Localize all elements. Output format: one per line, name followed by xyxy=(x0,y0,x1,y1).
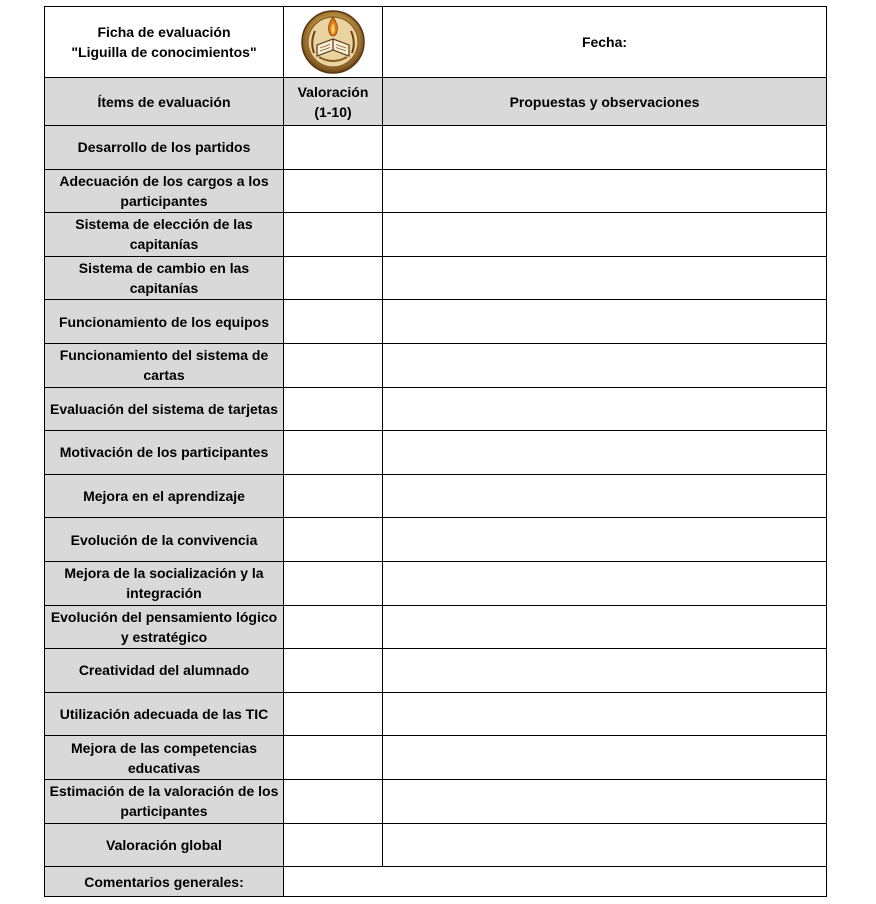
date-cell[interactable] xyxy=(383,7,827,78)
observations-input-cell[interactable] xyxy=(383,823,827,867)
rating-input-cell[interactable] xyxy=(284,561,383,605)
title-row xyxy=(45,7,827,78)
rating-input-cell[interactable] xyxy=(284,213,383,257)
evaluation-item-row xyxy=(45,605,827,649)
evaluation-form-table xyxy=(44,6,827,897)
form-title xyxy=(45,7,284,78)
comments-field[interactable] xyxy=(284,867,827,897)
column-header-observations: Propuestas y observaciones xyxy=(383,78,827,126)
evaluation-item-label: Evolución de la convivencia xyxy=(45,518,284,562)
evaluation-item-label: Desarrollo de los partidos xyxy=(45,126,284,170)
date-label: Fecha: xyxy=(581,34,628,50)
evaluation-item-row xyxy=(45,256,827,300)
evaluation-item-row xyxy=(45,387,827,431)
evaluation-item-row xyxy=(45,213,827,257)
observations-input-cell[interactable] xyxy=(383,256,827,300)
observations-input-cell[interactable] xyxy=(383,169,827,213)
rating-input-cell[interactable] xyxy=(284,779,383,823)
observations-input-cell[interactable] xyxy=(383,387,827,431)
rating-input-cell[interactable] xyxy=(284,256,383,300)
evaluation-item-row xyxy=(45,431,827,475)
comments-row xyxy=(45,867,827,897)
evaluation-item-label: Evolución del pensamiento lógico y estratégico xyxy=(45,605,284,649)
observations-input-cell[interactable] xyxy=(383,736,827,780)
form-title-line1: Ficha de evaluación xyxy=(97,24,231,40)
rating-input-cell[interactable] xyxy=(284,823,383,867)
evaluation-item-row xyxy=(45,736,827,780)
rating-input-cell[interactable] xyxy=(284,605,383,649)
observations-input-cell[interactable] xyxy=(383,300,827,344)
evaluation-item-label: Mejora de la socialización y la integración xyxy=(45,561,284,605)
rating-input-cell[interactable] xyxy=(284,169,383,213)
evaluation-item-row xyxy=(45,474,827,518)
rating-header-line1: Valoración xyxy=(297,83,369,100)
observations-input-cell[interactable] xyxy=(383,779,827,823)
form-title-line2: "Liguilla de conocimientos" xyxy=(71,44,257,60)
evaluation-item-label: Estimación de la valoración de los participantes xyxy=(45,779,284,823)
rating-input-cell[interactable] xyxy=(284,126,383,170)
evaluation-item-row xyxy=(45,518,827,562)
observations-input-cell[interactable] xyxy=(383,213,827,257)
rating-input-cell[interactable] xyxy=(284,692,383,736)
evaluation-item-label: Sistema de cambio en las capitanías xyxy=(45,256,284,300)
observations-input-cell[interactable] xyxy=(383,518,827,562)
rating-input-cell[interactable] xyxy=(284,300,383,344)
evaluation-item-row xyxy=(45,649,827,693)
evaluation-item-row xyxy=(45,823,827,867)
rating-input-cell[interactable] xyxy=(284,518,383,562)
evaluation-item-label: Adecuación de los cargos a los participantes xyxy=(45,169,284,213)
observations-input-cell[interactable] xyxy=(383,649,827,693)
evaluation-item-row xyxy=(45,692,827,736)
rating-input-cell[interactable] xyxy=(284,431,383,475)
column-header-rating xyxy=(284,78,383,126)
evaluation-item-label: Mejora de las competencias educativas xyxy=(45,736,284,780)
evaluation-item-label: Motivación de los participantes xyxy=(45,431,284,475)
emblem-book-flame-icon xyxy=(300,9,366,75)
observations-input-cell[interactable] xyxy=(383,431,827,475)
observations-input-cell[interactable] xyxy=(383,126,827,170)
logo-cell xyxy=(284,7,383,78)
observations-input-cell[interactable] xyxy=(383,561,827,605)
observations-input-cell[interactable] xyxy=(383,692,827,736)
rating-input-cell[interactable] xyxy=(284,736,383,780)
evaluation-item-row xyxy=(45,169,827,213)
evaluation-item-row xyxy=(45,561,827,605)
column-header-items: Ítems de evaluación xyxy=(45,78,284,126)
observations-input-cell[interactable] xyxy=(383,343,827,387)
rating-input-cell[interactable] xyxy=(284,343,383,387)
evaluation-item-row xyxy=(45,779,827,823)
comments-label: Comentarios generales: xyxy=(84,873,244,890)
evaluation-item-label: Utilización adecuada de las TIC xyxy=(45,692,284,736)
evaluation-item-row xyxy=(45,126,827,170)
comments-label-cell xyxy=(45,867,284,897)
observations-input-cell[interactable] xyxy=(383,605,827,649)
evaluation-item-label: Valoración global xyxy=(45,823,284,867)
rating-input-cell[interactable] xyxy=(284,649,383,693)
rating-input-cell[interactable] xyxy=(284,474,383,518)
evaluation-item-label: Funcionamiento del sistema de cartas xyxy=(45,343,284,387)
evaluation-item-label: Mejora en el aprendizaje xyxy=(45,474,284,518)
column-header-row xyxy=(45,78,827,126)
evaluation-item-row xyxy=(45,300,827,344)
evaluation-item-label: Funcionamiento de los equipos xyxy=(45,300,284,344)
rating-input-cell[interactable] xyxy=(284,387,383,431)
evaluation-item-label: Evaluación del sistema de tarjetas xyxy=(45,387,284,431)
evaluation-item-label: Sistema de elección de las capitanías xyxy=(45,213,284,257)
observations-input-cell[interactable] xyxy=(383,474,827,518)
rating-header-line2: (1-10) xyxy=(314,103,352,120)
evaluation-item-row xyxy=(45,343,827,387)
evaluation-item-label: Creatividad del alumnado xyxy=(45,649,284,693)
